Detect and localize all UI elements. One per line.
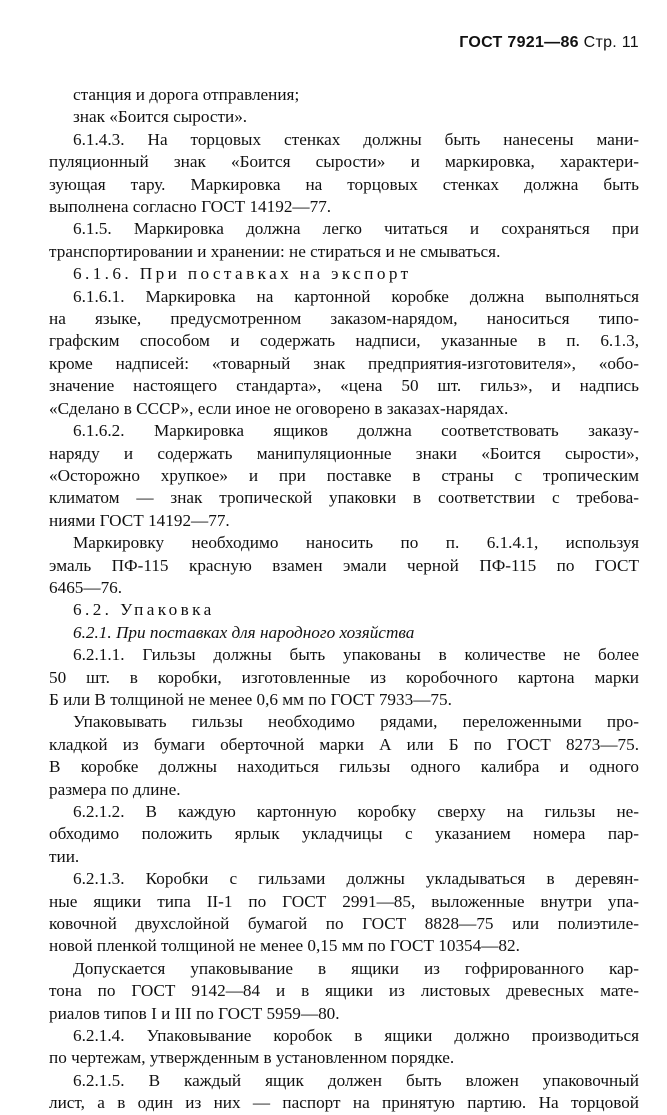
text-line: лист, а в один из них — паспорт на принятую партию. На торцовой xyxy=(49,1093,639,1113)
text-line: новой пленкой толщиной не менее 0,15 мм по ГОСТ 10354—82. xyxy=(49,936,520,956)
text-line: на языке, предусмотренном заказом-нарядом, наноситься типо- xyxy=(49,309,639,329)
text-line: по чертежам, утвержденным в установленном порядке. xyxy=(49,1048,455,1068)
standard-number: ГОСТ 7921—86 xyxy=(459,34,579,51)
text-line: ниями ГОСТ 14192—77. xyxy=(49,510,230,530)
text-line: «Сделано в СССР», если иное не оговорено в заказах-нарядах. xyxy=(49,398,509,418)
text-line: климатом — знак тропической упаковки в соответствии с требова- xyxy=(49,488,639,508)
text-line: 6.2.1.1. Гильзы должны быть упакованы в количестве не более xyxy=(73,645,639,665)
text-line: риалов типов I и III по ГОСТ 5959—80. xyxy=(49,1003,340,1023)
text-line: зующая тару. Маркировка на торцовых стенках должна быть xyxy=(49,174,639,194)
text-line: кроме надписей: «товарный знак предприятия-изготовителя», «обо- xyxy=(49,353,639,373)
text-line: наряду и содержать манипуляционные знаки «Боится сырости», xyxy=(49,443,639,463)
text-line: Допускается упаковывание в ящики из гофрированного кар- xyxy=(73,958,639,978)
text-line: 6.2.1. При поставках для народного хозяйства xyxy=(73,622,415,642)
text-line: транспортировании и хранении: не стираться и не смываться. xyxy=(49,241,501,261)
text-line: Б или В толщиной не менее 0,6 мм по ГОСТ 7933—75. xyxy=(49,689,452,709)
text-line: 6.2.1.4. Упаковывание коробок в ящики должно производиться xyxy=(73,1026,639,1046)
text-line: В коробке должны находиться гильзы одного калибра и одного xyxy=(49,757,639,777)
text-line: 6.1.6. При поставках на экспорт xyxy=(73,264,412,284)
text-line: знак «Боится сырости». xyxy=(73,107,248,127)
text-line: 6.1.4.3. На торцовых стенках должны быть нанесены мани- xyxy=(73,129,639,149)
text-line: тии. xyxy=(49,846,80,866)
text-line: эмаль ПФ-115 красную взамен эмали черной ПФ-115 по ГОСТ xyxy=(49,555,639,575)
text-line: «Осторожно хрупкое» и при поставке в страны с тропическим xyxy=(49,465,639,485)
text-line: станция и дорога отправления; xyxy=(73,85,300,104)
text-line: 6465—76. xyxy=(49,577,123,597)
text-line: пуляционный знак «Боится сырости» и маркировка, характери- xyxy=(49,152,639,172)
text-line: выполнена согласно ГОСТ 14192—77. xyxy=(49,197,332,217)
text-line: 6.1.5. Маркировка должна легко читаться и сохраняться при xyxy=(73,219,639,239)
text-line: значение настоящего стандарта», «цена 50 шт. гильз», и надпись xyxy=(49,376,639,396)
text-line: 6.1.6.2. Маркировка ящиков должна соответствовать заказу- xyxy=(73,421,639,441)
text-line: кладкой из бумаги оберточной марки А или Б по ГОСТ 8273—75. xyxy=(49,734,639,754)
text-line: графским способом и содержать надписи, указанные в п. 6.1.3, xyxy=(49,331,639,351)
text-line: 50 шт. в коробки, изготовленные из коробочного картона марки xyxy=(49,667,639,687)
text-line: тона по ГОСТ 9142—84 и в ящики из листовых древесных мате- xyxy=(49,981,639,1001)
page-number: Стр. 11 xyxy=(583,34,639,51)
text-line: 6.2.1.3. Коробки с гильзами должны укладываться в деревян- xyxy=(73,869,639,889)
text-line: 6.2. Упаковка xyxy=(73,600,215,620)
text-line: ковочной двухслойной бумагой по ГОСТ 8828—75 или полиэтиле- xyxy=(49,914,639,934)
text-line: 6.1.6.1. Маркировка на картонной коробке должна выполняться xyxy=(73,286,639,306)
text-line: 6.2.1.2. В каждую картонную коробку сверху на гильзы не- xyxy=(73,802,639,821)
text-line: обходимо положить ярлык укладчицы с указанием номера пар- xyxy=(49,824,639,844)
text-line: ные ящики типа II-1 по ГОСТ 2991—85, выложенные внутри упа- xyxy=(49,891,639,911)
text-line: 6.2.1.5. В каждый ящик должен быть вложен упаковочный xyxy=(73,1070,639,1090)
text-line: размера по длине. xyxy=(49,779,181,799)
document-body xyxy=(49,84,639,1115)
text-line: Маркировку необходимо наносить по п. 6.1.4.1, используя xyxy=(73,533,639,553)
text-line: Упаковывать гильзы необходимо рядами, переложенными про- xyxy=(73,712,639,732)
page-header xyxy=(459,34,639,52)
